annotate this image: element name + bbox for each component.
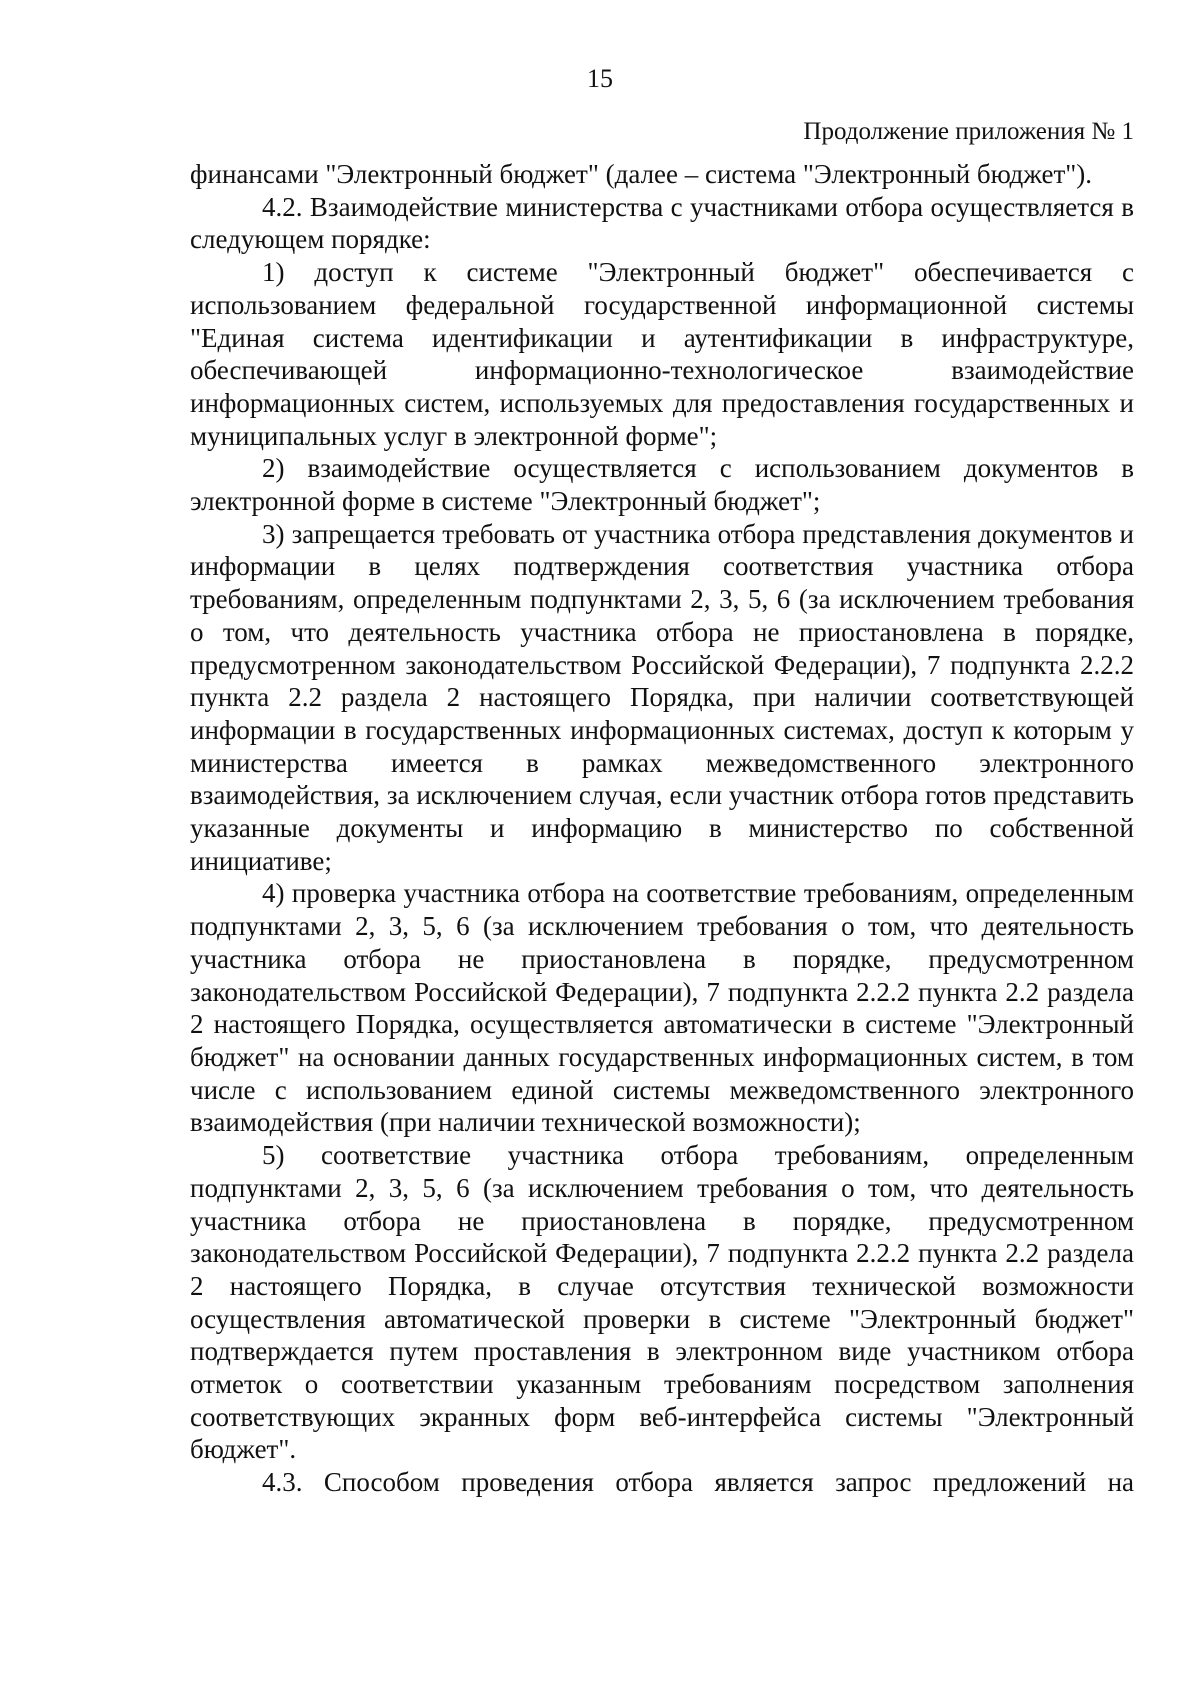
paragraph-item-4: 4) проверка участника отбора на соответствие требованиям, определенным подпунктами 2, 3, 5, 6 (за исключением требования о том, что деятельность участника отбора не приостановлена в порядке, предусмотренном законодательством Российской Федерации), 7 подпункта 2.2.2 пункта 2.2 раздела 2 настоящего Порядка, осуществляется автоматически в системе "Электронный бюджет" на основании данных государственных информационных систем, в том числе с использованием единой системы межведомственного электронного взаимодействия (при наличии технической возможности); xyxy=(190,878,1134,1138)
page-number: 15 xyxy=(587,64,613,93)
paragraph-item-3: 3) запрещается требовать от участника отбора представления документов и информации в целях подтверждения соответствия участника отбора требованиям, определенным подпунктами 2, 3, 5, 6 (за исключением требования о том, что деятельность участника отбора не приостановлена в порядке, предусмотренном законодательством Российской Федерации), 7 подпункта 2.2.2 пункта 2.2 раздела 2 настоящего Порядка, при наличии соответствующей информации в государственных информационных системах, доступ к которым у министерства имеется в рамках межведомственного электронного взаимодействия, за исключением случая, если участник отбора готов представить указанные документы и информацию в министерство по собственной инициативе; xyxy=(190,518,1134,876)
paragraph-4-3: 4.3. Способом проведения отбора является запрос предложений на xyxy=(262,1467,1134,1498)
paragraph-item-2: 2) взаимодействие осуществляется с использованием документов в электронной форме в системе "Электронный бюджет"; xyxy=(190,453,1134,517)
paragraph-item-5: 5) соответствие участника отбора требованиям, определенным подпунктами 2, 3, 5, 6 (за исключением требования о том, что деятельность участника отбора не приостановлена в порядке, предусмотренном законодательством Российской Федерации), 7 подпункта 2.2.2 пункта 2.2 раздела 2 настоящего Порядка, в случае отсутствия технической возможности осуществления автоматической проверки в системе "Электронный бюджет" подтверждается путем проставления в электронном виде участником отбора отметок о соответствии указанным требованиям посредством заполнения соответствующих экранных форм веб-интерфейса системы "Электронный бюджет". xyxy=(190,1140,1134,1465)
document-body xyxy=(190,158,1134,1499)
paragraph-4-2: 4.2. Взаимодействие министерства с участниками отбора осуществляется в следующем порядке: xyxy=(190,191,1134,255)
appendix-continuation-header: Продолжение приложения № 1 xyxy=(803,118,1134,145)
paragraph-continuation: финансами "Электронный бюджет" (далее – система "Электронный бюджет"). xyxy=(190,159,1093,189)
paragraph-item-1: 1) доступ к системе "Электронный бюджет" обеспечивается с использованием федеральной государственной информационной системы "Единая система идентификации и аутентификации в инфраструктуре, обеспечивающей информационно-технологическое взаимодействие информационных систем, используемых для предоставления государственных и муниципальных услуг в электронной форме"; xyxy=(190,257,1134,451)
